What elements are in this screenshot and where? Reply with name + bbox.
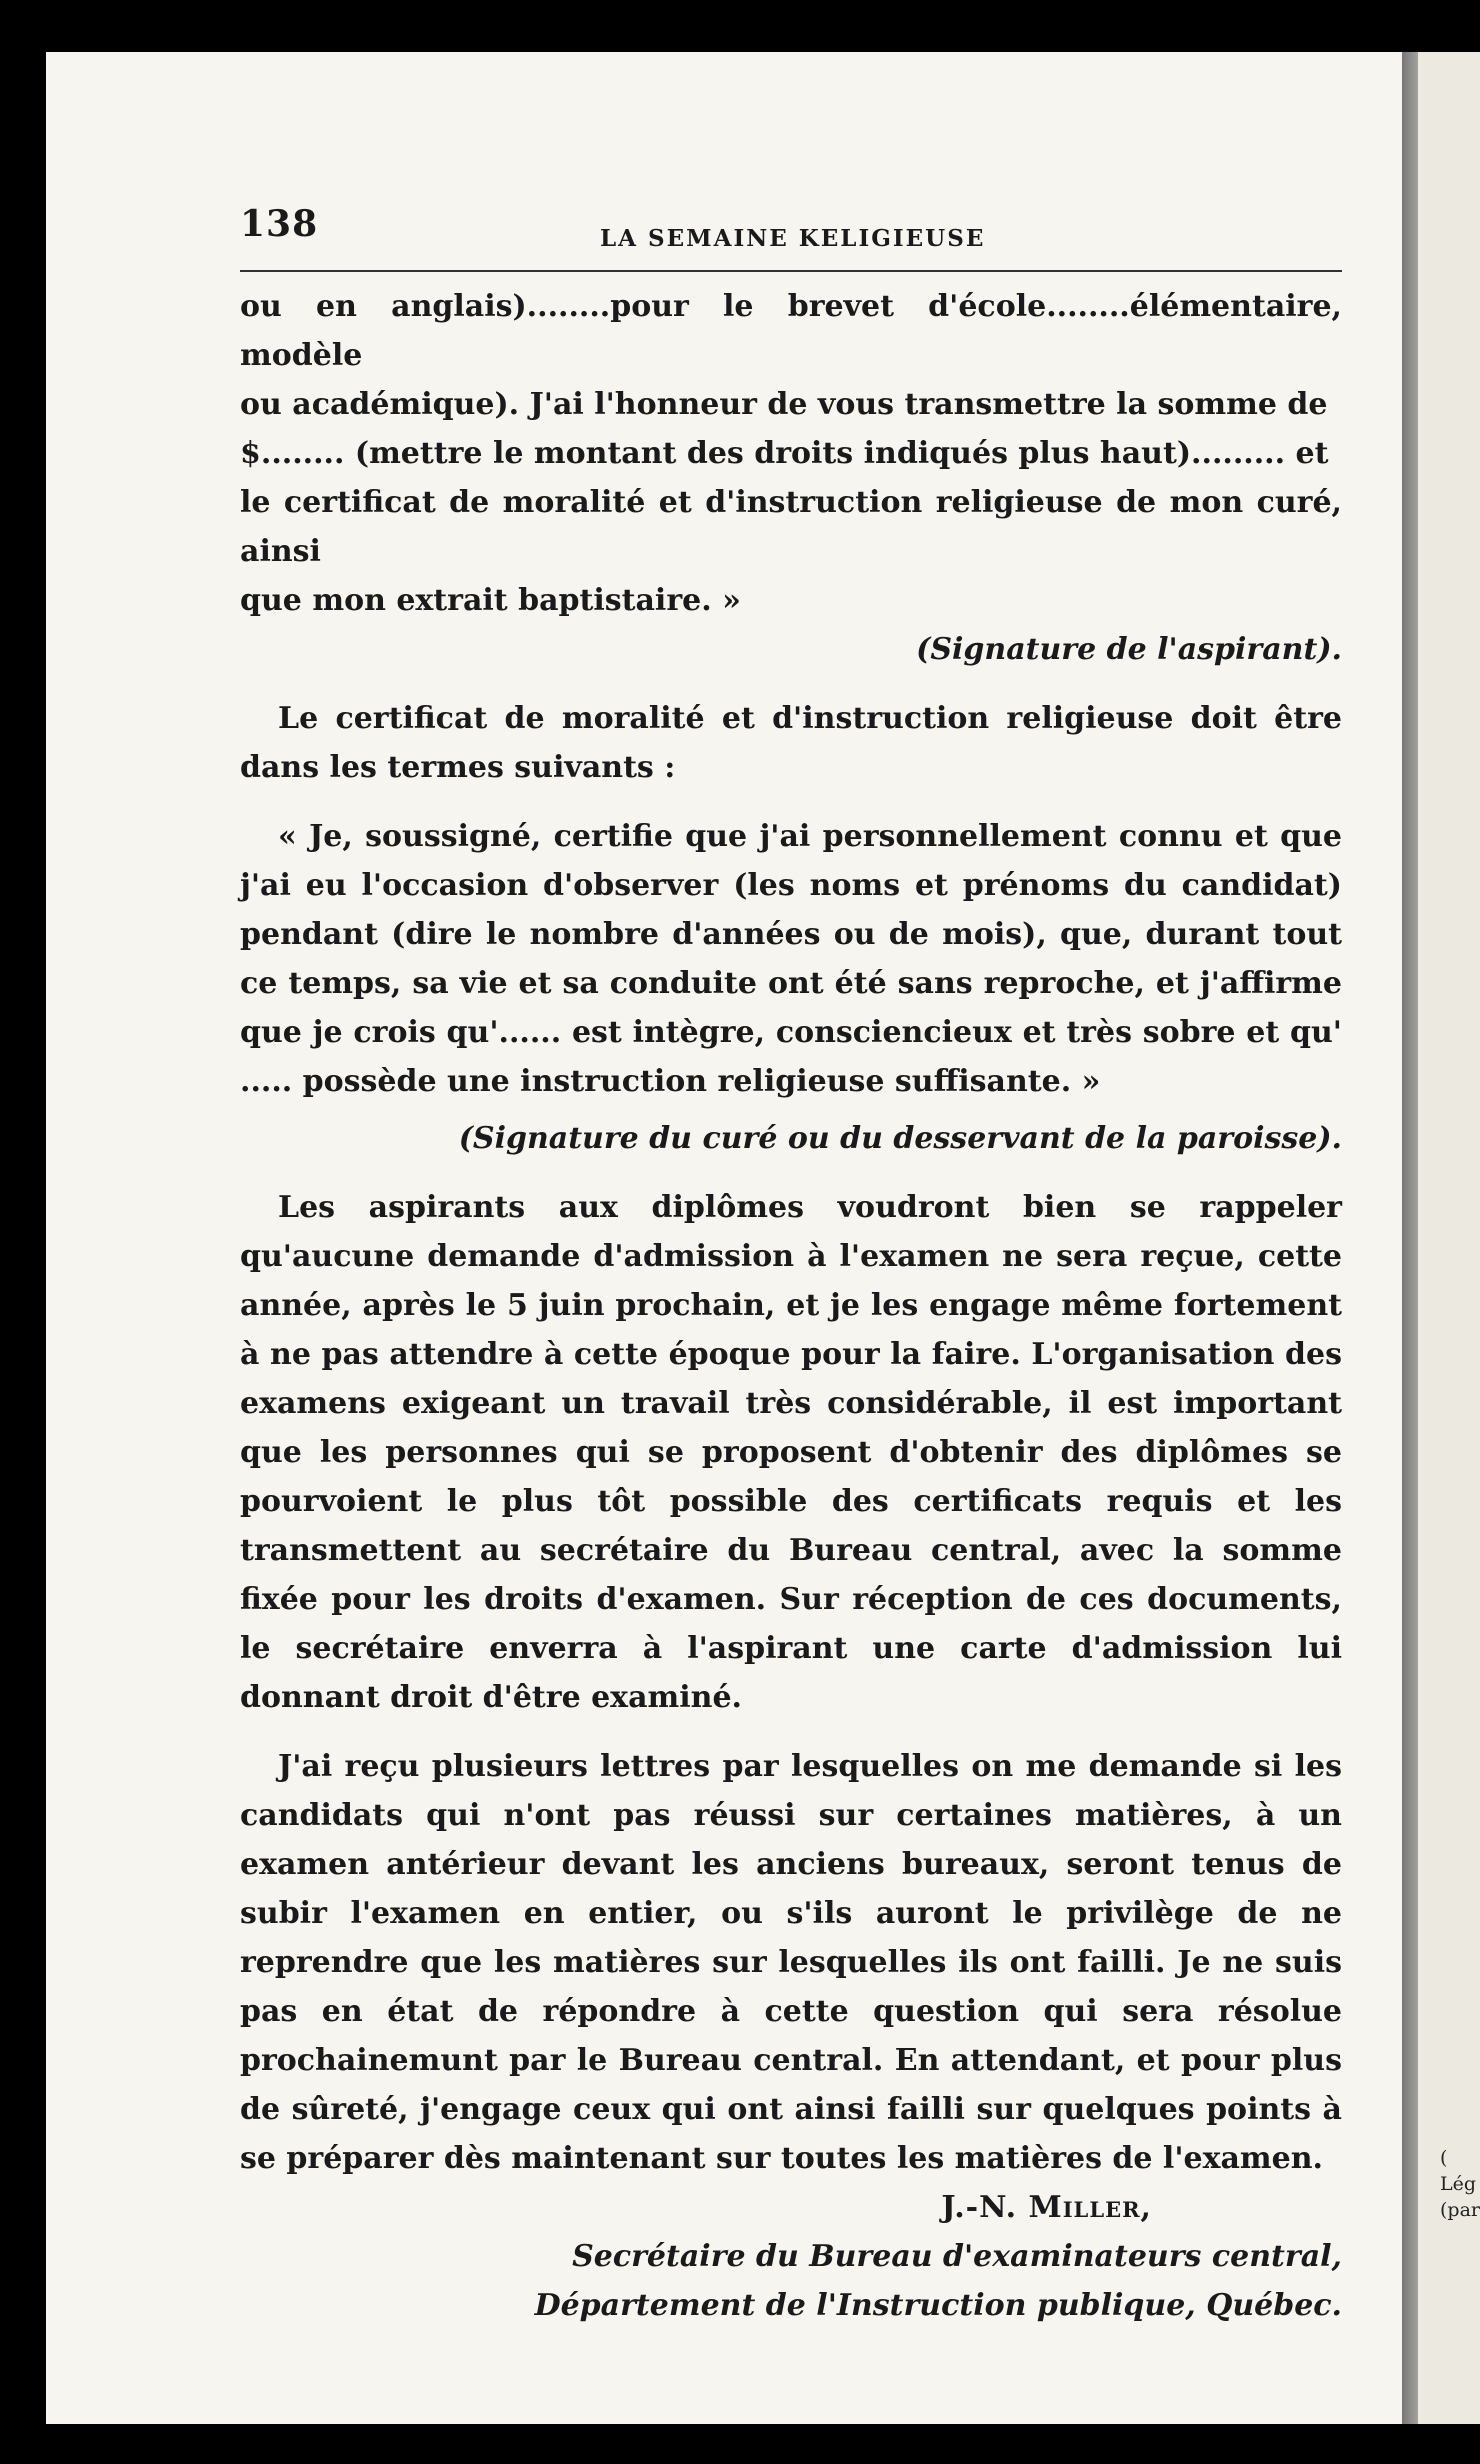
adjacent-text-line: Lég	[1440, 2173, 1477, 2195]
paragraph: J'ai reçu plusieurs lettres par lesquelles on me demande si les candidats qui n'ont pas réussi sur certaines matières, à un examen antérieur devant les anciens bureaux, seront tenus de subir l'examen en entier, ou s'ils auront le privilège de ne reprendre que les matières sur lesquelles ils ont failli. Je ne suis pas en état de répondre à cette question qui sera résolue prochainemunt par le Bureau central. En attendant, et pour plus de sûreté, j'engage ceux qui ont ainsi failli sur quelques points à se préparer dès maintenant sur toutes les matières de l'examen.	[240, 1749, 1342, 2176]
running-title: LA SEMAINE KELIGIEUSE	[600, 225, 986, 252]
adjacent-text-line: (par	[1440, 2199, 1480, 2221]
paragraph-line: ou académique). J'ai l'honneur de vous transmettre la somme de	[240, 387, 1328, 422]
adjacent-page-edge	[1418, 52, 1480, 2424]
page-number: 138	[240, 203, 319, 245]
signatory-title: Secrétaire du Bureau d'examinateurs central,	[572, 2239, 1342, 2274]
paragraph-line: que mon extrait baptistaire. »	[240, 583, 741, 618]
adjacent-text-line: (	[1440, 2147, 1448, 2169]
paragraph-line: $........ (mettre le montant des droits indiqués plus haut)......... et	[240, 436, 1329, 471]
page-content	[240, 200, 1342, 2330]
adjacent-page-text	[1440, 2145, 1480, 2223]
page-header	[240, 200, 1342, 270]
header-rule	[240, 270, 1342, 272]
paragraph-line: le certificat de moralité et d'instruction religieuse de mon curé, ainsi	[240, 485, 1342, 569]
cure-signature: (Signature du curé ou du desservant de la paroisse).	[458, 1121, 1342, 1156]
certificate-text: « Je, soussigné, certifie que j'ai personnellement connu et que j'ai eu l'occasion d'observer (les noms et prénoms du candidat) pendant (dire le nombre d'années ou de mois), que, durant tout ce temps, sa vie et sa conduite ont été sans reproche, et j'affirme que je crois qu'...... est intègre, consciencieux et très sobre et qu' ..... possède une instruction religieuse suffisante. »	[240, 819, 1342, 1099]
aspirant-signature: (Signature de l'aspirant).	[916, 632, 1342, 667]
signatory-department: Département de l'Instruction publique, Québec.	[534, 2288, 1342, 2323]
paragraph: Les aspirants aux diplômes voudront bien se rappeler qu'aucune demande d'admission à l'examen ne sera reçue, cette année, après le 5 juin prochain, et je les engage même fortement à ne pas attendre à cette époque pour la faire. L'organisation des examens exigeant un travail très considérable, il est important que les personnes qui se proposent d'obtenir des diplômes se pourvoient le plus tôt possible des certificats requis et les transmettent au secrétaire du Bureau central, avec la somme fixée pour les droits d'examen. Sur réception de ces documents, le secrétaire enverra à l'aspirant une carte d'admission lui donnant droit d'être examiné.	[240, 1190, 1342, 1715]
signatory-name: J.-N. Miller,	[941, 2190, 1152, 2225]
paragraph: Le certificat de moralité et d'instruction religieuse doit être dans les termes suivants :	[240, 701, 1342, 785]
paragraph-line: ou en anglais)........pour le brevet d'école........élémentaire, modèle	[240, 289, 1342, 373]
